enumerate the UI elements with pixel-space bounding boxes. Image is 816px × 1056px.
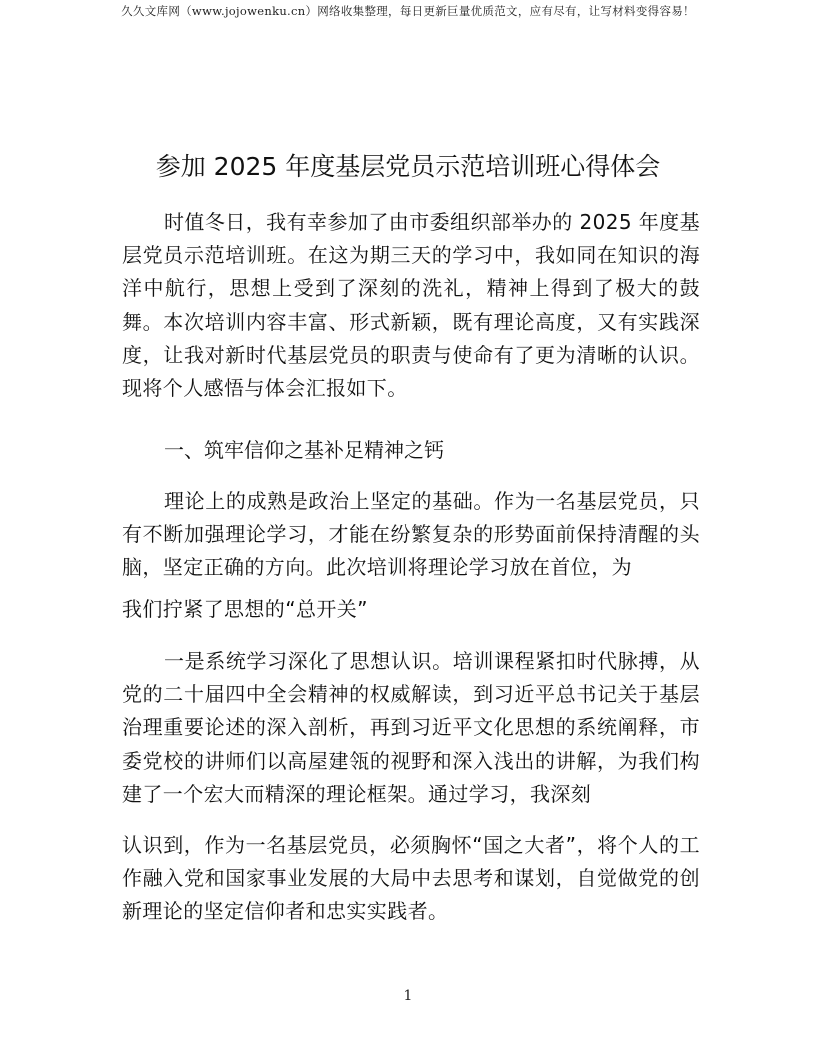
paragraph-point-one-continued: 认识到，作为一名基层党员，必须胸怀“国之大者”，将个人的工作融入党和国家事业发展的大局中去思考和谋划，自觉做党的创新理论的坚定信仰者和忠实实践者。 bbox=[122, 833, 700, 924]
page-header-banner: 久久文库网（www.jojowenku.cn）网络收集整理，每日更新巨量优质范文，应有尽有，让写材料变得容易！ bbox=[121, 4, 695, 18]
paragraph-point-one: 一是系统学习深化了思想认识。培训课程紧扣时代脉搏，从党的二十届四中全会精神的权威解读，到习近平总书记关于基层治理重要论述的深入剖析，再到习近平文化思想的系统阐释，市委党校的讲师们以高屋建瓴的视野和深入浅出的讲解，为我们构建了一个宏大而精深的理论框架。通过学习，我深刻 bbox=[122, 649, 700, 806]
paragraph-theory-continued: 我们拧紧了思想的“总开关” bbox=[122, 597, 368, 621]
page-number: 1 bbox=[403, 988, 413, 1004]
paragraph-theory: 理论上的成熟是政治上坚定的基础。作为一名基层党员，只有不断加强理论学习，才能在纷繁复杂的形势面前保持清醒的头脑，坚定正确的方向。此次培训将理论学习放在首位，为 bbox=[122, 489, 700, 580]
section-heading: 一、筑牢信仰之基补足精神之钙 bbox=[164, 438, 444, 462]
paragraph-intro: 时值冬日，我有幸参加了由市委组织部举办的 2025 年度基层党员示范培训班。在这为期三天的学习中，我如同在知识的海洋中航行，思想上受到了深刻的洗礼，精神上得到了极大的鼓舞。本次培训内容丰富、形式新颖，既有理论高度，又有实践深度，让我对新时代基层党员的职责与使命有了更为清晰的认识。现将个人感悟与体会汇报如下。 bbox=[122, 210, 700, 401]
document-title: 参加 2025 年度基层党员示范培训班心得体会 bbox=[155, 152, 661, 181]
